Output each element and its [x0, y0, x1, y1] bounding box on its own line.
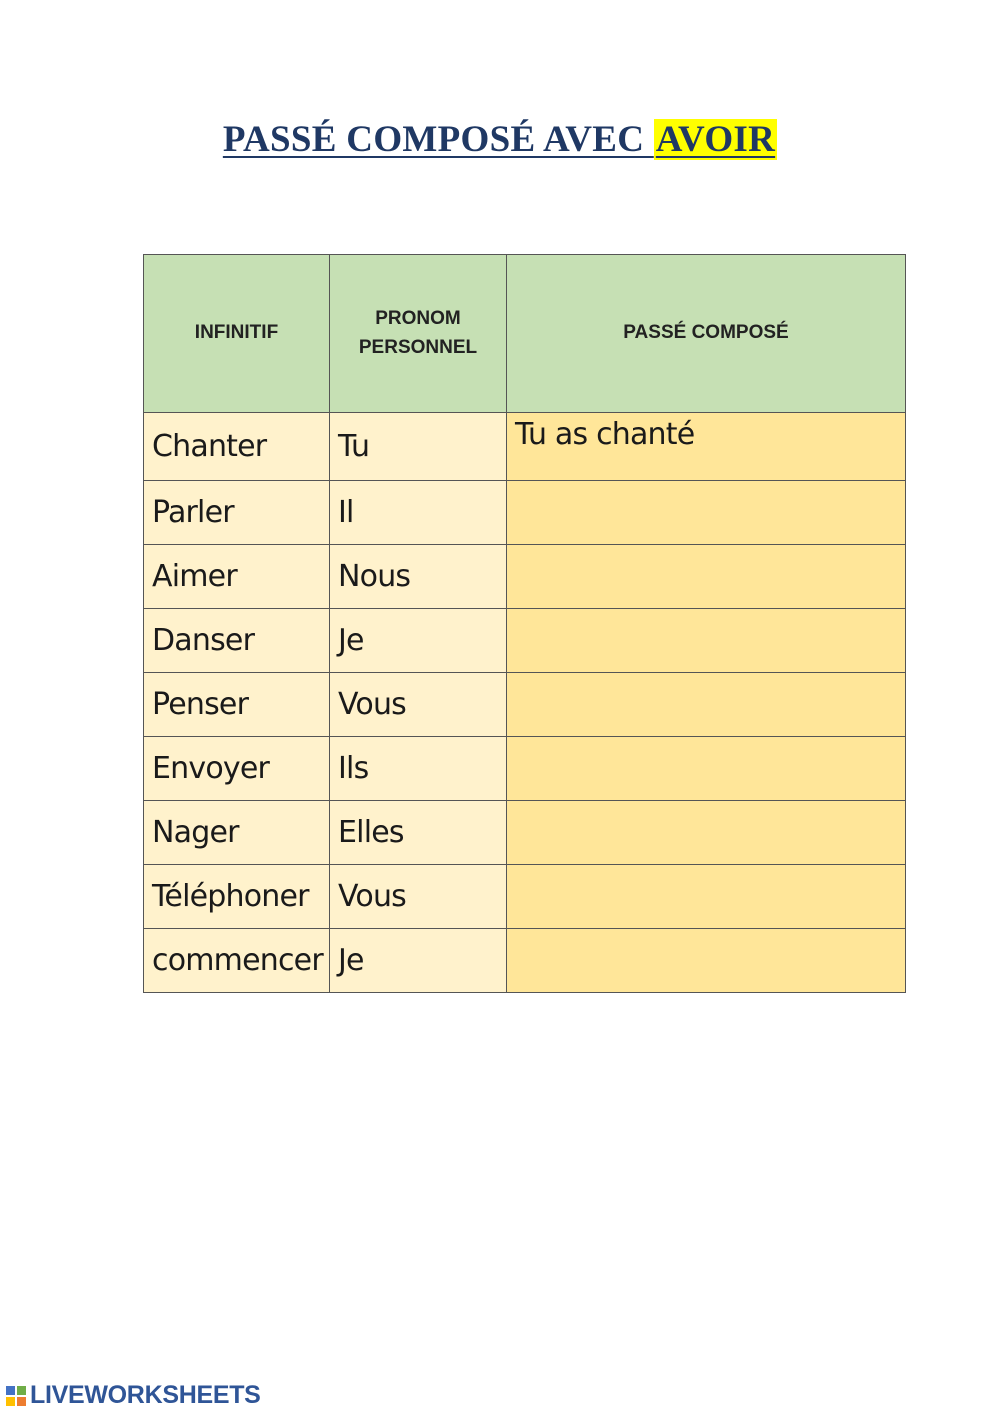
worksheet-title — [0, 118, 1000, 161]
infinitif-cell: Nager — [144, 801, 330, 865]
logo-square — [17, 1386, 26, 1395]
title-underlined — [223, 119, 777, 160]
infinitif-cell: Aimer — [144, 545, 330, 609]
logo-square — [6, 1397, 15, 1406]
table-row — [144, 737, 906, 801]
table-header-row — [144, 255, 906, 413]
pronom-cell: Tu — [330, 413, 507, 481]
pronom-cell: Je — [330, 609, 507, 673]
answer-input[interactable] — [507, 737, 906, 801]
pronom-cell: Nous — [330, 545, 507, 609]
title-main-text: PASSÉ COMPOSÉ AVEC — [222, 119, 654, 160]
pronom-cell: Je — [330, 929, 507, 993]
logo-square — [17, 1397, 26, 1406]
answer-input[interactable] — [507, 929, 906, 993]
infinitif-cell: commencer — [144, 929, 330, 993]
table-row — [144, 801, 906, 865]
logo-square — [6, 1386, 15, 1395]
logo-text: LIVEWORKSHEETS — [30, 1381, 261, 1409]
header-pronom-personnel — [330, 255, 507, 413]
pronom-cell: Il — [330, 481, 507, 545]
answer-input[interactable] — [507, 609, 906, 673]
pronom-cell: Ils — [330, 737, 507, 801]
header-passe-compose: PASSÉ COMPOSÉ — [507, 255, 906, 413]
infinitif-cell: Envoyer — [144, 737, 330, 801]
infinitif-cell: Penser — [144, 673, 330, 737]
answer-input[interactable] — [507, 545, 906, 609]
answer-input[interactable]: Tu as chanté — [507, 413, 906, 481]
header-pronom-text: PRONOM PERSONNEL — [358, 308, 478, 358]
title-highlight-text: AVOIR — [655, 119, 776, 160]
table-row — [144, 413, 906, 481]
conjugation-table — [143, 254, 906, 993]
answer-input[interactable] — [507, 801, 906, 865]
header-infinitif: INFINITIF — [144, 255, 330, 413]
answer-input[interactable] — [507, 865, 906, 929]
table-row — [144, 545, 906, 609]
liveworksheets-logo-icon — [6, 1386, 26, 1406]
pronom-cell: Elles — [330, 801, 507, 865]
liveworksheets-logo[interactable] — [6, 1381, 261, 1410]
table-row — [144, 673, 906, 737]
table-row — [144, 865, 906, 929]
answer-input[interactable] — [507, 481, 906, 545]
infinitif-cell: Danser — [144, 609, 330, 673]
pronom-cell: Vous — [330, 865, 507, 929]
answer-input[interactable] — [507, 673, 906, 737]
table-row — [144, 481, 906, 545]
table-row — [144, 609, 906, 673]
pronom-cell: Vous — [330, 673, 507, 737]
infinitif-cell: Téléphoner — [144, 865, 330, 929]
infinitif-cell: Parler — [144, 481, 330, 545]
infinitif-cell: Chanter — [144, 413, 330, 481]
table-row — [144, 929, 906, 993]
